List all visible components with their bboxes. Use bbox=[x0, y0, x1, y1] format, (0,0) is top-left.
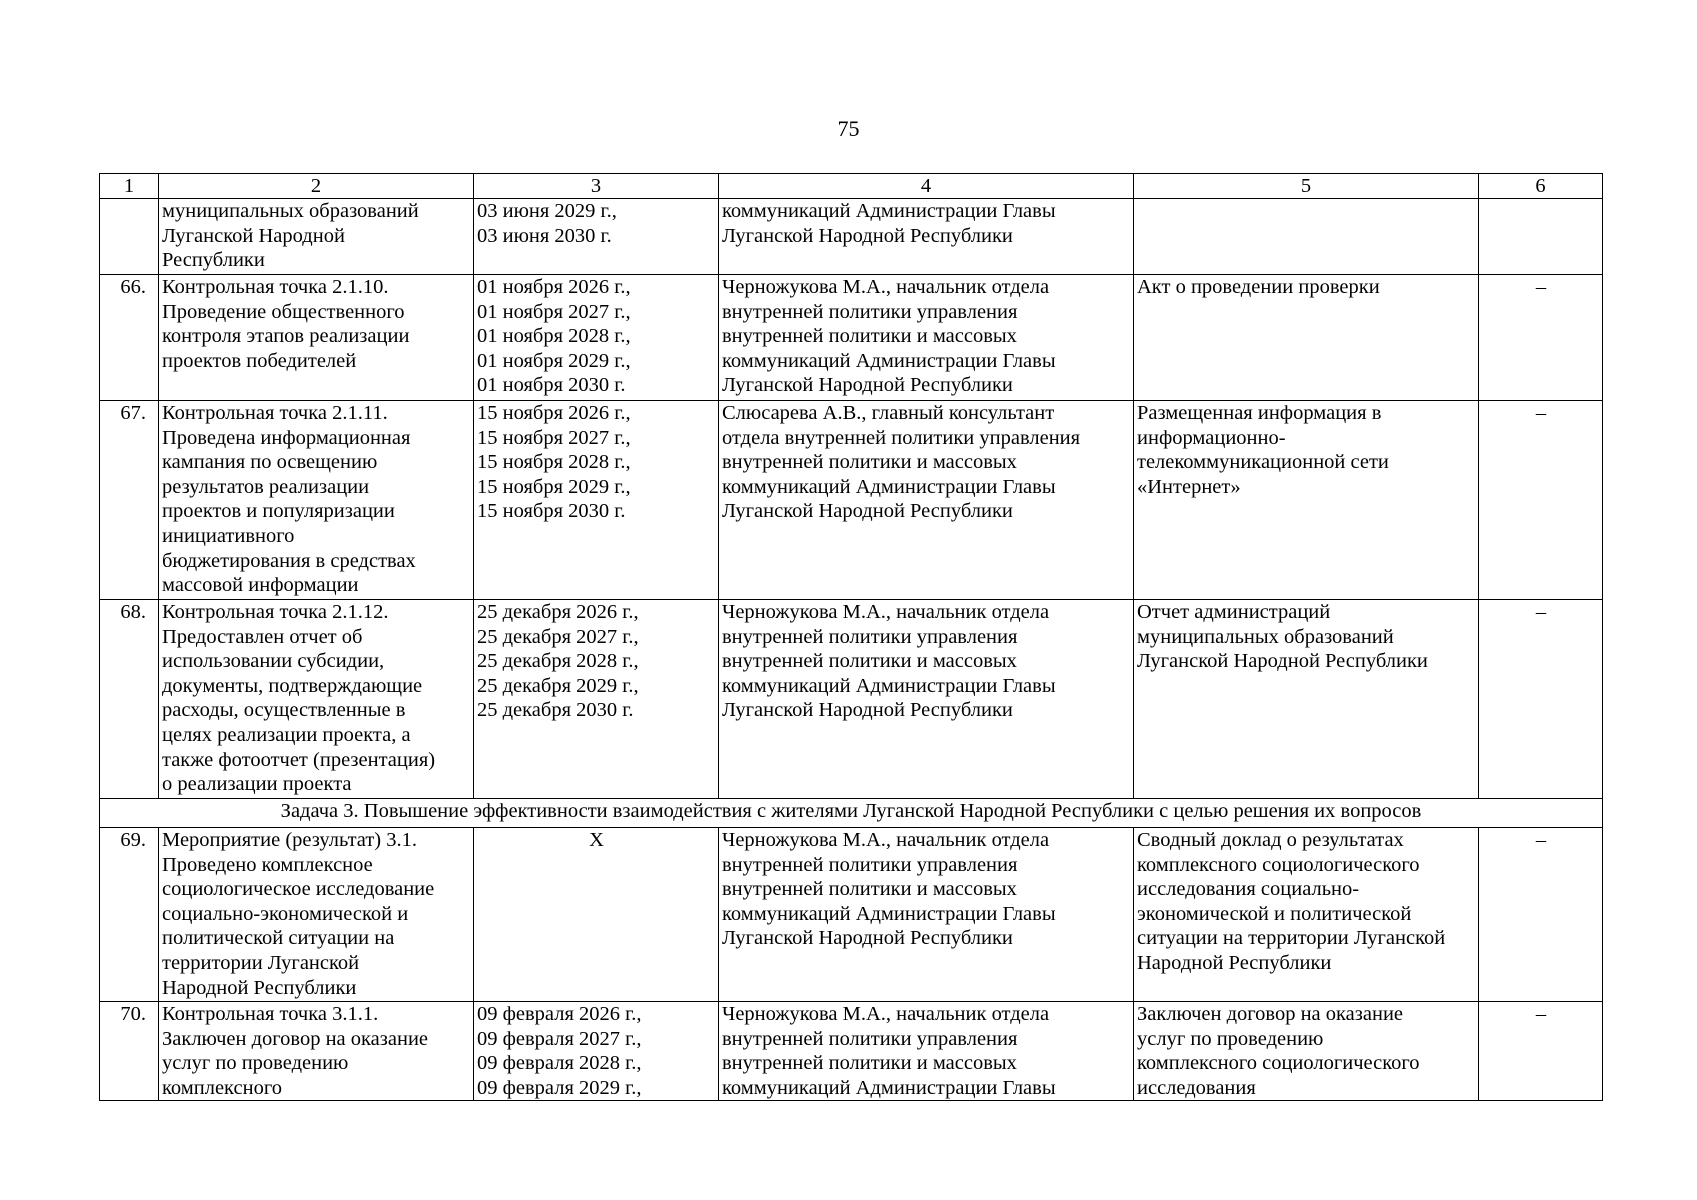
note-cell: – bbox=[1479, 1002, 1603, 1101]
row-number bbox=[100, 199, 159, 275]
responsible-cell: Черножукова М.А., начальник отдела внутренней политики управления внутренней политики и массовых коммуникаций Администрации Главы Луганской Народной Республики bbox=[719, 828, 1134, 1002]
table-row bbox=[100, 1002, 1603, 1101]
table-row bbox=[100, 600, 1603, 799]
result-cell: Сводный доклад о результатах комплексного социологического исследования социально- экономической и политической ситуации на территории Луганской Народной Республики bbox=[1134, 828, 1479, 1002]
dates-cell: 25 декабря 2026 г., 25 декабря 2027 г., 25 декабря 2028 г., 25 декабря 2029 г., 25 декабря 2030 г. bbox=[474, 600, 719, 799]
task-heading: Задача 3. Повышение эффективности взаимодействия с жителями Луганской Народной Республики с целью решения их вопросов bbox=[100, 799, 1603, 828]
note-cell: – bbox=[1479, 401, 1603, 600]
plan-table bbox=[99, 173, 1603, 1101]
result-cell: Отчет администраций муниципальных образований Луганской Народной Республики bbox=[1134, 600, 1479, 799]
note-cell: – bbox=[1479, 600, 1603, 799]
table-row bbox=[100, 199, 1603, 275]
row-number: 66. bbox=[100, 275, 159, 401]
column-number-row bbox=[100, 174, 1603, 199]
item-cell: Контрольная точка 2.1.12. Предоставлен отчет об использовании субсидии, документы, подтверждающие расходы, осуществленные в целях реализации проекта, а также фотоотчет (презентация) о реализации проекта bbox=[159, 600, 474, 799]
result-cell: Акт о проведении проверки bbox=[1134, 275, 1479, 401]
responsible-cell: Черножукова М.А., начальник отдела внутренней политики управления внутренней политики и массовых коммуникаций Администрации Главы Луганской Народной Республики bbox=[719, 275, 1134, 401]
table-row bbox=[100, 828, 1603, 1002]
row-number: 67. bbox=[100, 401, 159, 600]
note-cell: – bbox=[1479, 275, 1603, 401]
item-cell: муниципальных образований Луганской Народной Республики bbox=[159, 199, 474, 275]
responsible-cell: коммуникаций Администрации Главы Луганской Народной Республики bbox=[719, 199, 1134, 275]
column-header: 4 bbox=[719, 174, 1134, 199]
result-cell: Заключен договор на оказание услуг по проведению комплексного социологического исследования bbox=[1134, 1002, 1479, 1101]
note-cell: – bbox=[1479, 828, 1603, 1002]
dates-cell: 15 ноября 2026 г., 15 ноября 2027 г., 15 ноября 2028 г., 15 ноября 2029 г., 15 ноября 2030 г. bbox=[474, 401, 719, 600]
item-cell: Контрольная точка 2.1.10. Проведение общественного контроля этапов реализации проектов победителей bbox=[159, 275, 474, 401]
item-cell: Мероприятие (результат) 3.1. Проведено комплексное социологическое исследование социально-экономической и политической ситуации на территории Луганской Народной Республики bbox=[159, 828, 474, 1002]
column-header: 1 bbox=[100, 174, 159, 199]
item-cell: Контрольная точка 2.1.11. Проведена информационная кампания по освещению результатов реализации проектов и популяризации инициативного бюджетирования в средствах массовой информации bbox=[159, 401, 474, 600]
responsible-cell: Слюсарева А.В., главный консультант отдела внутренней политики управления внутренней политики и массовых коммуникаций Администрации Главы Луганской Народной Республики bbox=[719, 401, 1134, 600]
item-cell: Контрольная точка 3.1.1. Заключен договор на оказание услуг по проведению комплексного bbox=[159, 1002, 474, 1101]
result-cell bbox=[1134, 199, 1479, 275]
responsible-cell: Черножукова М.А., начальник отдела внутренней политики управления внутренней политики и массовых коммуникаций Администрации Главы bbox=[719, 1002, 1134, 1101]
dates-cell: Х bbox=[474, 828, 719, 1002]
dates-cell: 03 июня 2029 г., 03 июня 2030 г. bbox=[474, 199, 719, 275]
row-number: 68. bbox=[100, 600, 159, 799]
task-heading-row bbox=[100, 799, 1603, 828]
column-header: 3 bbox=[474, 174, 719, 199]
note-cell bbox=[1479, 199, 1603, 275]
table-row bbox=[100, 275, 1603, 401]
responsible-cell: Черножукова М.А., начальник отдела внутренней политики управления внутренней политики и массовых коммуникаций Администрации Главы Луганской Народной Республики bbox=[719, 600, 1134, 799]
column-header: 6 bbox=[1479, 174, 1603, 199]
page-number: 75 bbox=[837, 116, 860, 141]
row-number: 69. bbox=[100, 828, 159, 1002]
dates-cell: 09 февраля 2026 г., 09 февраля 2027 г., 09 февраля 2028 г., 09 февраля 2029 г., bbox=[474, 1002, 719, 1101]
result-cell: Размещенная информация в информационно- телекоммуникационной сети «Интернет» bbox=[1134, 401, 1479, 600]
dates-cell: 01 ноября 2026 г., 01 ноября 2027 г., 01 ноября 2028 г., 01 ноября 2029 г., 01 ноября 2030 г. bbox=[474, 275, 719, 401]
row-number: 70. bbox=[100, 1002, 159, 1101]
column-header: 5 bbox=[1134, 174, 1479, 199]
column-header: 2 bbox=[159, 174, 474, 199]
table-row bbox=[100, 401, 1603, 600]
